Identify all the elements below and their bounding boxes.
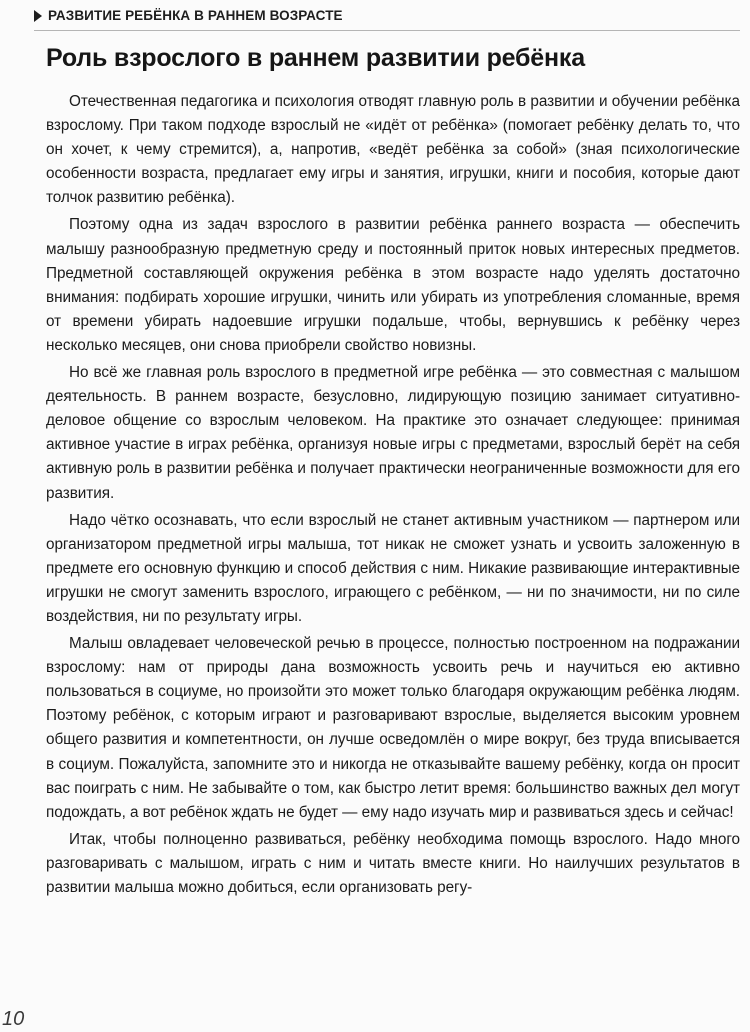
page-title: Роль взрослого в раннем развитии ребёнка [46, 44, 585, 72]
paragraph: Отечественная педагогика и психология отводят главную роль в развитии и обучении ребёнка взрослому. При таком подходе взрослый не «идёт от ребёнка» (помогает ребёнку делать то, что он хочет, к чему стремится), а, напротив, «ведёт ребёнка за собой» (зная психологические особенности возраста, предлагает ему игры и занятия, игрушки, книги и пособия, которые дают толчок развитию ребёнка). [46, 93, 740, 207]
paragraph: Но всё же главная роль взрослого в предметной игре ребёнка — это совместная с малышом деятельность. В раннем возрасте, безусловно, лидирующую позицию занимает ситуативно-деловое общение со взрослым человеком. На практике это означает следующее: принимая активное участие в играх ребёнка, организуя новые игры с предметами, взрослый берёт на себя активную роль в развитии ребёнка и получает практически неограниченные возможности для его развития. [46, 364, 740, 502]
body-text [46, 90, 740, 903]
header-rule [34, 30, 740, 31]
page-number: 10 [2, 1008, 25, 1030]
running-head-text: РАЗВИТИЕ РЕБЁНКА В РАННЕМ ВОЗРАСТЕ [48, 8, 343, 23]
running-head [34, 8, 343, 23]
paragraph: Итак, чтобы полноценно развиваться, ребёнку необходима помощь взрослого. Надо много разговаривать с малышом, играть с ним и читать вместе книги. Но наилучших результатов в развитии малыша можно добиться, если организовать регу- [46, 830, 740, 896]
paragraph: Малыш овладевает человеческой речью в процессе, полностью построенном на подражании взрослому: нам от природы дана возможность усвоить речь и научиться ею активно пользоваться в социуме, но произойти это может только благодаря окружающим ребёнка людям. Поэтому ребёнок, с которым играют и разговаривают взрослые, выделяется высоким уровнем общего развития и компетентности, он лучше осведомлён о мире вокруг, без труда вписывается в социум. Пожалуйста, запомните это и никогда не отказывайте вашему ребёнку, когда он просит вас поиграть с ним. Не забывайте о том, как быстро летит время: большинство важных дел могут подождать, а вот ребёнок ждать не будет — ему надо изучать мир и развиваться здесь и сейчас! [46, 635, 740, 821]
paragraph: Поэтому одна из задач взрослого в развитии ребёнка раннего возраста — обеспечить малышу разнообразную предметную среду и постоянный приток новых интересных предметов. Предметной составляющей окружения ребёнка в этом возрасте надо уделять достаточно внимания: подбирать хорошие игрушки, чинить или убирать из употребления сломанные, время от времени убирать надоевшие игрушки подальше, чтобы, вернувшись к ребёнку через несколько месяцев, они снова приобрели свойство новизны. [46, 216, 740, 354]
triangle-marker-icon [34, 10, 42, 22]
paragraph: Надо чётко осознавать, что если взрослый не станет активным участником — партнером или организатором предметной игры малыша, тот никак не сможет узнать и усвоить заложенную в предмете его основную функцию и способ действия с ним. Никакие развивающие интерактивные игрушки не смогут заменить взрослого, играющего с ребёнком, — ни по значимости, ни по силе воздействия, ни по результату игры. [46, 511, 740, 625]
